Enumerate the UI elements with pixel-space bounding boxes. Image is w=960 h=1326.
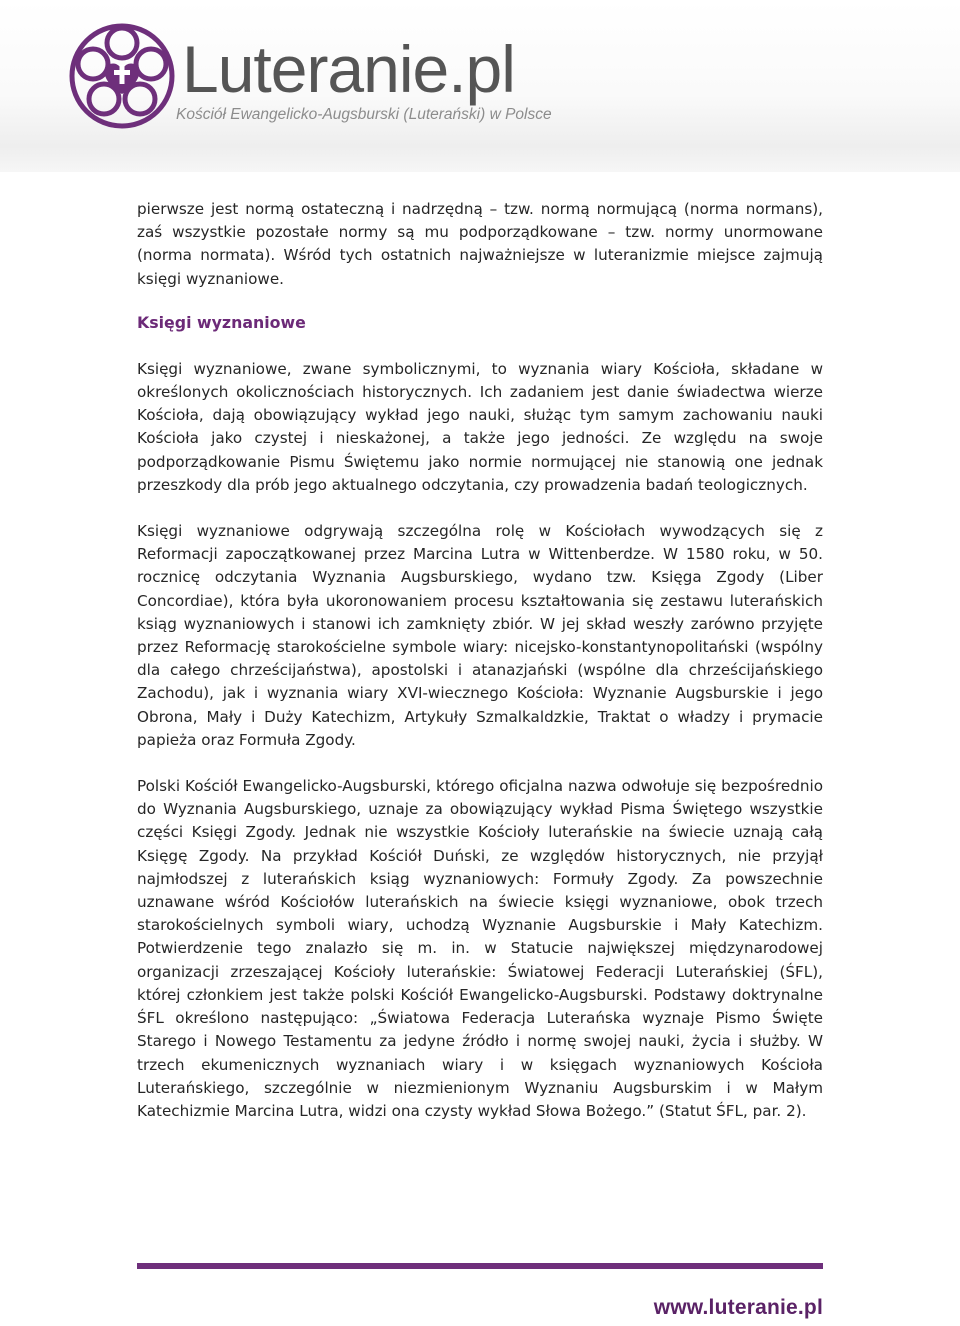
site-logo-subtitle: Kościół Ewangelicko-Augsburski (Luterański) w Polsce	[176, 106, 552, 123]
intro-paragraph: pierwsze jest normą ostateczną i nadrzędną – tzw. normą normującą (norma normans), zaś wszystkie pozostałe normy są mu podporządkowane – tzw. normy unormowane (norma normata). Wśród tych ostatnich najważniejsze w luteranizmie miejsce zajmują księgi wyznaniowe.	[137, 200, 823, 288]
luther-rose-icon	[68, 22, 176, 130]
site-logo-title: Luteranie.pl	[182, 32, 515, 106]
page-header	[0, 0, 960, 172]
footer-url: www.luteranie.pl	[653, 1296, 823, 1319]
footer-divider	[137, 1263, 823, 1269]
paragraph-2: Księgi wyznaniowe odgrywają szczególna rolę w Kościołach wywodzących się z Reformacji zapoczątkowanej przez Marcina Lutra w Wittenberdze. W 1580 roku, w 50. rocznicę odczytania Wyznania Augsburskiego, wydano tzw. Księga Zgody (Liber Concordiae), która była ukoronowaniem procesu kształtowania się zestawu luterańskich ksiąg wyznaniowych i stanowi ich zamknięty zbiór. W jej skład weszły zarówno przyjęte przez Reformację starokościelne symbole wiary: nicejsko-konstantynopolitański (wspólny dla całego chrześcijaństwa), apostolski i atanazjański (wspólne dla chrześcijańskiego Zachodu), jak i wyznania wiary XVI-wiecznego Kościoła: Wyznanie Augsburskie i jego Obrona, Mały i Duży Katechizm, Artykuły Szmalkaldzkie, Traktat o władzy i prymacie papieża oraz Formuła Zgody.	[137, 522, 823, 749]
document-body	[137, 198, 823, 1123]
section-heading: Księgi wyznaniowe	[137, 312, 306, 332]
paragraph-1: Księgi wyznaniowe, zwane symbolicznymi, to wyznania wiary Kościoła, składane w określonych okolicznościach historycznych. Ich zadaniem jest danie świadectwa wierze Kościoła, dają obowiązujący wykład jego nauki, służąc tym samym zachowaniu nauki Kościoła jako czystej i nieskażonej, a także jego jedności. Ze względu na swoje podporządkowanie Pismu Świętemu jako normie normującej nie stanowią one jednak przeszkody dla prób jego aktualnego odczytania, czy prowadzenia badań teologicznych.	[137, 359, 823, 494]
paragraph-3: Polski Kościół Ewangelicko-Augsburski, którego oficjalna nazwa odwołuje się bezpośrednio do Wyznania Augsburskiego, uznaje za obowiązujący wykład Pisma Świętego wszystkie części Księgi Zgody. Jednak nie wszystkie Kościoły luterańskie na świecie uznają całą Księgę Zgody. Na przykład Kościół Duński, ze względów historycznych, nie przyjął najmłodszej z luterańskich ksiąg wyznaniowych: Formuły Zgody. Za powszechnie uznawane wśród Kościołów luterańskich na świecie księgi wyznaniowe, obok trzech starokościelnych symboli wiary, uchodzą Wyznanie Augsburskie i Mały Katechizm. Potwierdzenie tego znalazło się m. in. w Statucie największej międzynarodowej organizacji zrzeszającej Kościoły luterańskie: Światowej Federacji Luterańskiej (ŚFL), której członkiem jest także polski Kościół Ewangelicko-Augsburski. Podstawy doktrynalne ŚFL określono następująco: „Światowa Federacja Luterańska wyznaje Pismo Święte Starego i Nowego Testamentu za jedyne źródło i normę swojej nauki, życia i służby. W trzech ekumenicznych wyznaniach wiary i w księgach wyznaniowych Kościoła Luterańskiego, szczególnie w niezmienionym Wyznaniu Augsburskim i w Małym Katechizmie Marcina Lutra, widzi ona czysty wykład Słowa Bożego.” (Statut ŚFL, par. 2).	[137, 777, 823, 1120]
